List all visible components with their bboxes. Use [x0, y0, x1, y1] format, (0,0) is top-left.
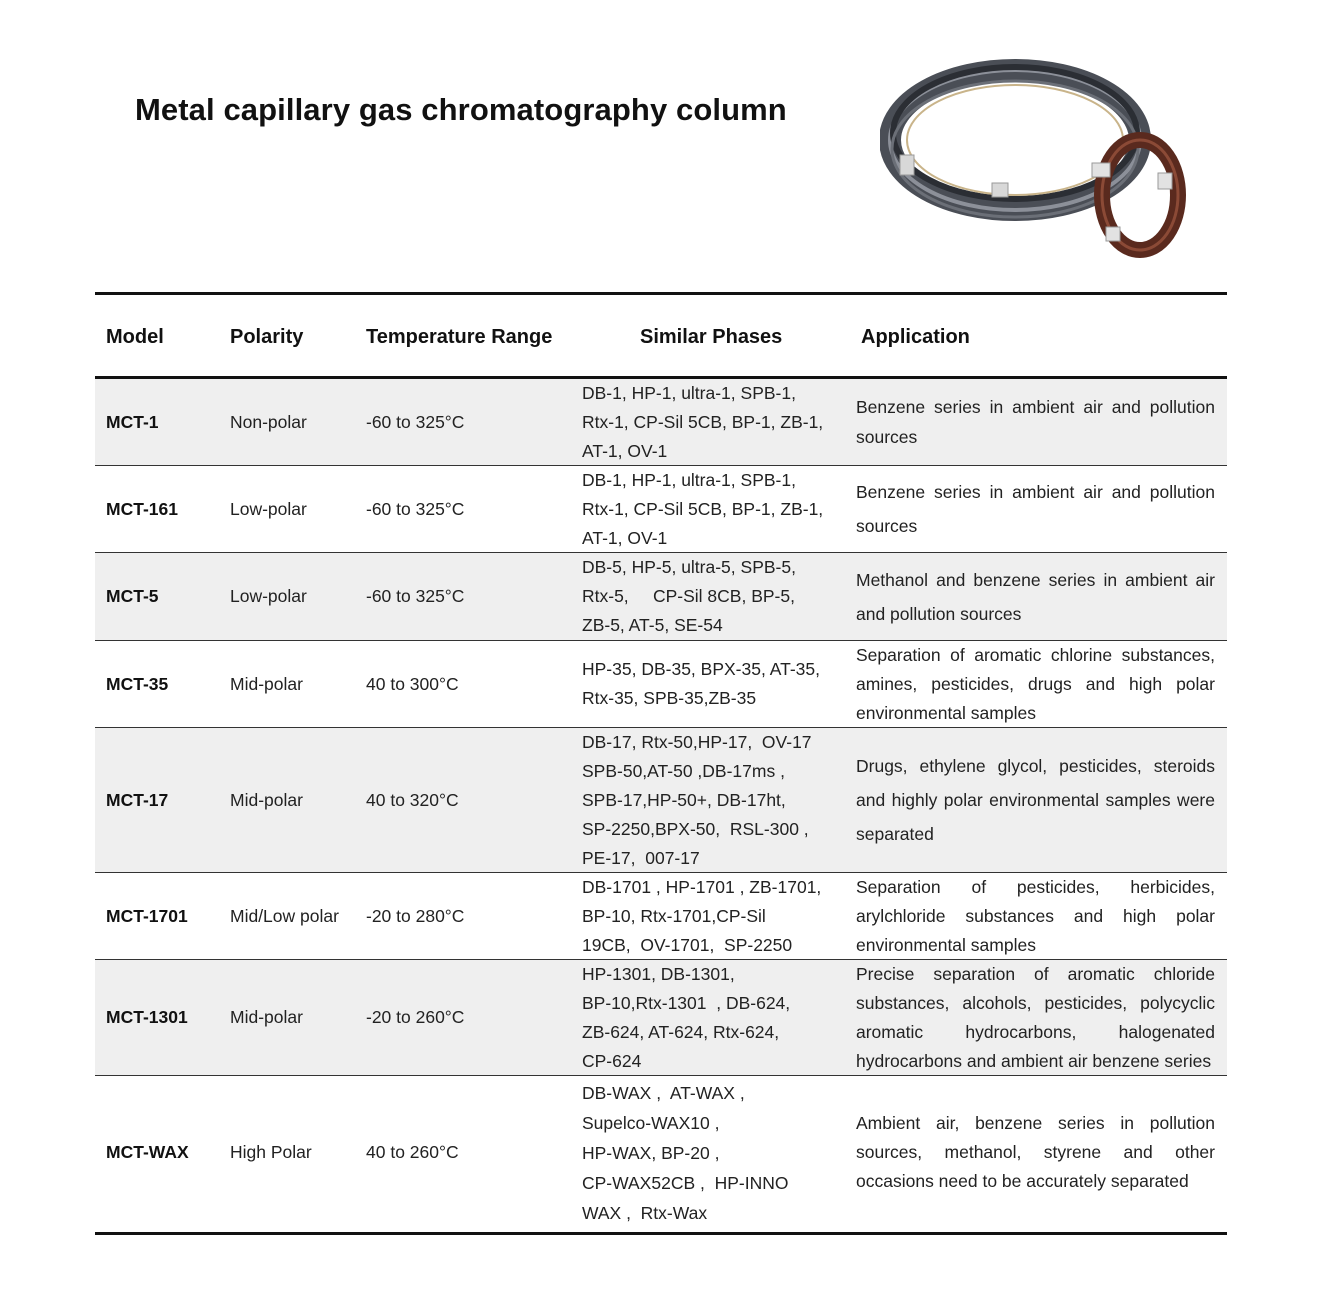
cell-phases [582, 553, 834, 640]
table-body [95, 379, 1227, 1229]
cell-temperature: -20 to 260°C [366, 1007, 465, 1027]
table-row [95, 379, 1227, 466]
cell-temperature: -60 to 325°C [366, 586, 465, 606]
cell-polarity: Low-polar [230, 586, 307, 606]
header-model: Model [106, 326, 164, 348]
cell-phases-line: Rtx-1, CP-Sil 5CB, BP-1, ZB-1, [582, 411, 824, 432]
cell-phases [582, 466, 834, 552]
page-title: Metal capillary gas chromatography column [135, 92, 787, 127]
cell-polarity: Mid-polar [230, 673, 303, 694]
table-header [95, 295, 1227, 376]
table-row [95, 960, 1227, 1076]
cell-phases-line: SPB-17,HP-50+, DB-17ht, [582, 789, 786, 810]
cell-phases [582, 960, 834, 1075]
cell-model: MCT-17 [106, 789, 169, 810]
cell-polarity: Mid/Low polar [230, 905, 339, 926]
cell-polarity: High Polar [230, 1142, 312, 1162]
cell-phases-line: ZB-5, AT-5, SE-54 [582, 615, 723, 635]
cell-phases-line: HP-WAX, BP-20 , [582, 1142, 720, 1163]
cell-phases [582, 728, 834, 872]
cell-phases-line: PE-17, 007-17 [582, 847, 700, 868]
cell-phases-line: BP-10, Rtx-1701,CP-Sil [582, 905, 766, 926]
cell-application-line: aromatic hydrocarbons, halogenated [856, 1021, 1215, 1042]
cell-phases-line: 19CB, OV-1701, SP-2250 [582, 934, 793, 955]
cell-phases-line: DB-1, HP-1, ultra-1, SPB-1, [582, 382, 796, 403]
cell-model: MCT-WAX [106, 1142, 189, 1162]
table-row [95, 873, 1227, 960]
cell-phases-line: AT-1, OV-1 [582, 527, 668, 548]
cell-phases-line: CP-WAX52CB , HP-INNO [582, 1172, 789, 1193]
cell-phases [582, 1076, 834, 1229]
cell-application-line: Methanol and benzene series in ambient air [856, 569, 1215, 590]
cell-application-line: Drugs, ethylene glycol, pesticides, steroids [856, 756, 1215, 776]
cell-model: MCT-35 [106, 673, 169, 694]
header-application: Application [861, 326, 970, 348]
cell-phases-line: Rtx-35, SPB-35,ZB-35 [582, 688, 757, 708]
cell-phases [582, 873, 834, 959]
cell-application-line: Separation of pesticides, herbicides, [856, 876, 1215, 897]
cell-model: MCT-1 [106, 411, 159, 432]
cell-phases-line: Rtx-1, CP-Sil 5CB, BP-1, ZB-1, [582, 498, 824, 519]
cell-model: MCT-161 [106, 498, 178, 519]
cell-phases-line: HP-35, DB-35, BPX-35, AT-35, [582, 659, 820, 679]
cell-phases-line: ZB-624, AT-624, Rtx-624, [582, 1021, 780, 1042]
cell-application [856, 379, 1215, 465]
cell-temperature: -60 to 325°C [366, 411, 465, 432]
cell-application-line: amines, pesticides, drugs and high polar [856, 673, 1215, 694]
cell-application-line: hydrocarbons and ambient air benzene series [856, 1050, 1212, 1071]
cell-phases-line: DB-5, HP-5, ultra-5, SPB-5, [582, 557, 796, 577]
cell-application-line: Separation of aromatic chlorine substances, [856, 644, 1215, 665]
cell-model: MCT-1701 [106, 905, 188, 926]
cell-application [856, 1076, 1215, 1229]
cell-phases-line: Rtx-5, CP-Sil 8CB, BP-5, [582, 586, 795, 606]
cell-application [856, 960, 1215, 1075]
cell-phases-line: DB-1, HP-1, ultra-1, SPB-1, [582, 469, 796, 490]
cell-application [856, 466, 1215, 552]
cell-application-line: and pollution sources [856, 603, 1022, 624]
cell-phases-line: SP-2250,BPX-50, RSL-300 , [582, 818, 809, 839]
cell-application-line: sources [856, 427, 918, 447]
cell-phases-line: HP-1301, DB-1301, [582, 963, 735, 984]
cell-application-line: Benzene series in ambient air and pollution [856, 482, 1215, 502]
cell-polarity: Non-polar [230, 411, 307, 432]
cell-phases-line: SPB-50,AT-50 ,DB-17ms , [582, 760, 785, 781]
cell-phases-line: DB-WAX , AT-WAX , [582, 1082, 745, 1103]
cell-phases-line: BP-10,Rtx-1301 , DB-624, [582, 992, 791, 1013]
cell-phases [582, 641, 834, 727]
cell-phases-line: WAX , Rtx-Wax [582, 1202, 708, 1223]
cell-polarity: Mid-polar [230, 789, 303, 810]
cell-application-line: substances, alcohols, pesticides, polycyclic [856, 992, 1215, 1013]
cell-application-line: sources [856, 516, 918, 536]
cell-temperature: 40 to 300°C [366, 673, 459, 694]
cell-application-line: occasions need to be accurately separated [856, 1171, 1189, 1191]
table-row [95, 1076, 1227, 1229]
cell-polarity: Low-polar [230, 498, 307, 519]
column-coil-image [880, 45, 1200, 275]
cell-temperature: -60 to 325°C [366, 498, 465, 519]
header-temperature: Temperature Range [366, 326, 553, 348]
cell-application [856, 553, 1215, 640]
cell-phases-line: CP-624 [582, 1050, 642, 1071]
cell-application [856, 728, 1215, 872]
cell-application-line: environmental samples [856, 934, 1036, 955]
cell-application-line: separated [856, 824, 934, 844]
cell-model: MCT-1301 [106, 1007, 188, 1027]
cell-temperature: 40 to 320°C [366, 789, 459, 810]
table-row [95, 466, 1227, 553]
cell-application [856, 873, 1215, 959]
table-row [95, 641, 1227, 728]
cell-application-line: Ambient air, benzene series in pollution [856, 1113, 1215, 1133]
header-phases: Similar Phases [640, 326, 783, 348]
cell-phases [582, 379, 834, 465]
cell-application [856, 641, 1215, 727]
cell-model: MCT-5 [106, 586, 159, 606]
table-row [95, 728, 1227, 873]
cell-phases-line: Supelco-WAX10 , [582, 1112, 720, 1133]
cell-application-line: Precise separation of aromatic chloride [856, 963, 1215, 984]
cell-application-line: Benzene series in ambient air and pollution [856, 397, 1215, 417]
cell-polarity: Mid-polar [230, 1007, 303, 1027]
cell-phases-line: AT-1, OV-1 [582, 440, 668, 461]
cell-phases-line: DB-17, Rtx-50,HP-17, OV-17 [582, 731, 812, 752]
cell-temperature: 40 to 260°C [366, 1142, 459, 1162]
table-bottom-rule [95, 1232, 1227, 1235]
cell-application-line: environmental samples [856, 702, 1036, 723]
cell-temperature: -20 to 280°C [366, 905, 465, 926]
cell-phases-line: DB-1701 , HP-1701 , ZB-1701, [582, 876, 822, 897]
cell-application-line: and highly polar environmental samples were [856, 790, 1215, 810]
header-polarity: Polarity [230, 326, 304, 348]
cell-application-line: arylchloride substances and high polar [856, 905, 1215, 926]
table-row [95, 553, 1227, 641]
cell-application-line: sources, methanol, styrene and other [856, 1142, 1215, 1162]
